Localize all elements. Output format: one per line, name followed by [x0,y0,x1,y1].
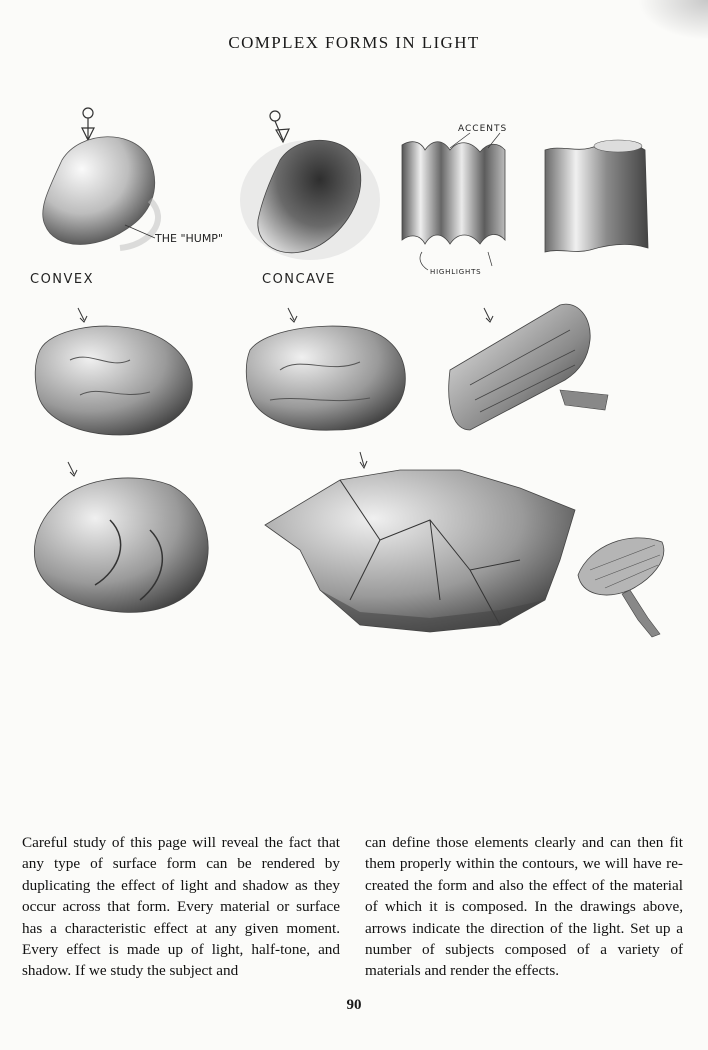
light-arrow-icon [82,108,94,140]
wood-log-drawing [449,304,608,430]
rock-1-drawing [35,308,192,435]
mushroom-drawing [578,538,664,637]
concave-label: CONCAVE [262,272,336,287]
body-text-column-left: Careful study of this page will reveal the fact that any type of surface form can be rendered by duplicating the effect of light and shadow as they occur across that form. Every material or surface has a characteristic effect at any given moment. Every effect is made up of light, half-tone, and shadow. If we study the subject and [22,834,340,980]
concave-form-drawing [240,111,380,287]
body-text-column-right: can define those elements clearly and can then fit them properly within the contours, we will have re-created the form and also the effect of the material of which it is composed. In the drawings above, arrows indicate the direction of the light. Set up a number of subjects composed of a variety of materials and render the effects. [365,834,683,980]
rolled-sheet-drawing [545,140,648,252]
convex-label: CONVEX [30,272,95,287]
rock-2-drawing [246,308,405,430]
page-number: 90 [346,997,362,1013]
hump-label: THE "HUMP" [155,232,224,245]
crumpled-paper-drawing [265,452,575,632]
convex-form-drawing [30,108,223,287]
folded-curtain-drawing [402,124,507,276]
accents-label: ACCENTS [458,124,508,134]
page-title: COMPLEX FORMS IN LIGHT [228,33,480,52]
light-arrow-icon [270,111,289,142]
rock-3-drawing [34,462,208,612]
highlights-label: HIGHLIGHTS [430,268,482,276]
